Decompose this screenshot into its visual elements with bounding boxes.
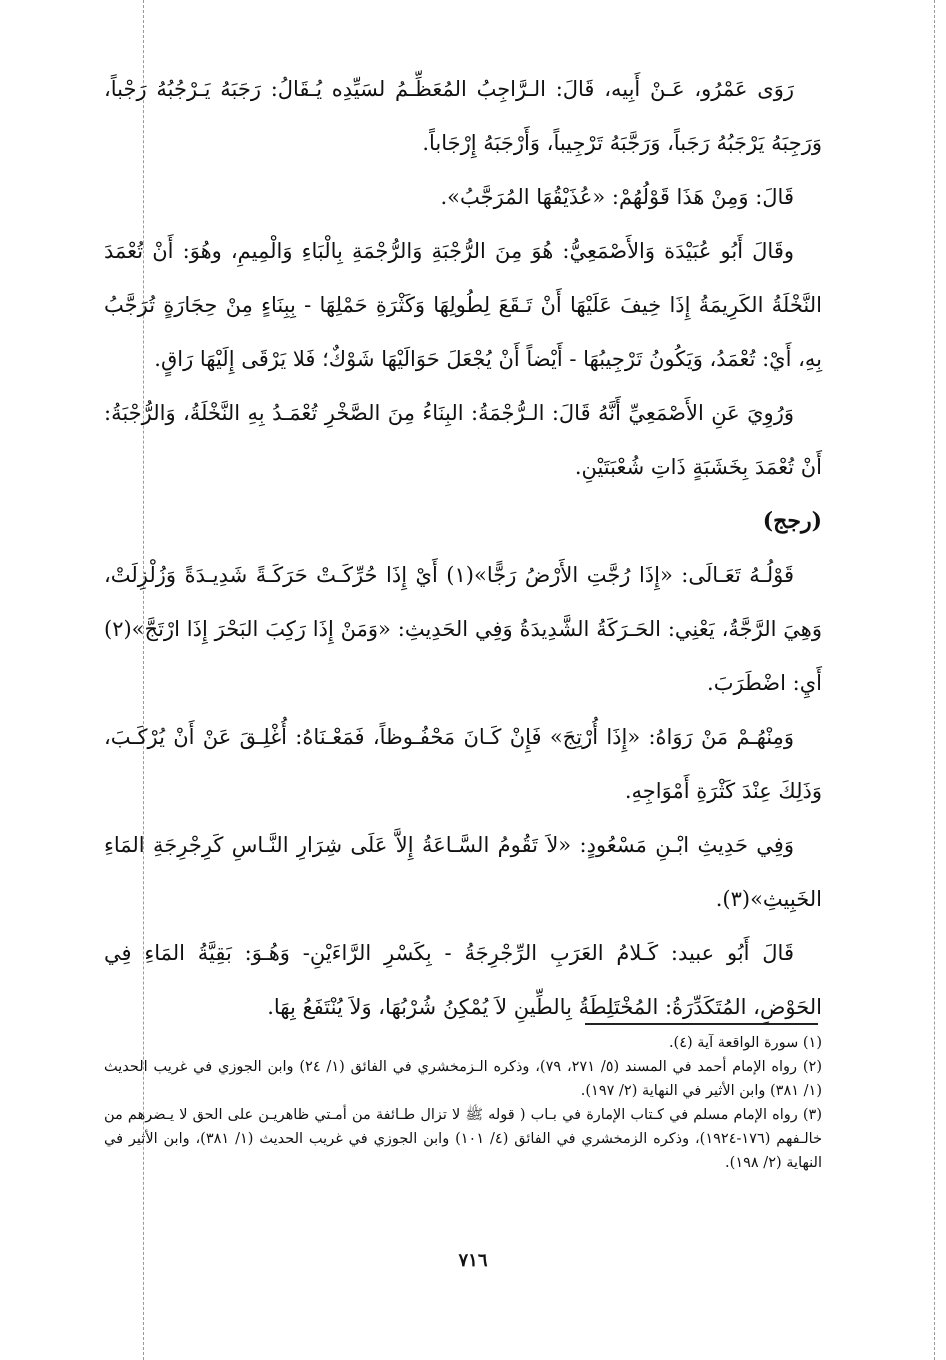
footnote-3: (٣) رواه الإمام مسلم في كـتاب الإمارة في بـاب ( قوله ﷺ لا تزال طـائفة من أمـتي ظاهريـن على الحق لا يـضرهم من خالـفهم (١٧٦-١٩٢٤)، وذكره الزمخشري في الفائق (٤/ ١٠١) وابن الجوزي في غريب الحديث (١/ ٣٨١)، وابن الأثير في النهاية (٢/ ١٩٨). [104,1107,823,1171]
scan-edge-line-right [934,0,935,1360]
footnote-divider [585,1023,818,1025]
paragraph-rajaba: رَوَى عَمْرُو، عَـنْ أَبِيه، قَالَ: الـرَّاجِبُ المُعَظِّـمُ لسَيِّدِه يُـقَالُ: رَجَبَهُ يَـرْجُبُهُ رَجْباً، وَرَجِبَهُ يَرْجَبُهُ رَجَباً، وَرَجَّبَهُ تَرْجِيباً، وَأَرْجَبَهُ إِرْجَاباً. [104,77,822,155]
footnotes [104,1031,822,1175]
paragraph-abu-ubaid: قَالَ أَبُو عبيد: كَـلامُ العَرَبِ الرِّجْرِجَةُ - بِكَسْرِ الرَّاءَيْنِ- وَهُـوَ: بَقِيَّةُ المَاءِ فِي الحَوْضِ، المُتَكَدِّرَةُ: المُخْتَلِطَةُ بِالطِّينِ لاَ يُمْكِنُ شُرْبُهَا، وَلاَ يُنْتَفَعُ بِهَا. [104,941,822,1019]
paragraph-quran-verse: قَوْلُـهُ تَعَـالَى: «إِذَا رُجَّتِ الأَرْضُ رَجًّا»(١) أَيْ إِذَا حُرِّكَـتْ حَرَكَـةً شَدِيـدَةً وَزُلْزِلَتْ، وَهِيَ الرَّجَّةُ، يَعْنِي: الحَـرَكَةُ الشَّدِيدَةُ وَفِي الحَدِيثِ: «وَمَنْ إِذَا رَكِبَ البَحْرَ إِذَا ارْتَجَّ»(٢) أَيِ: اضْطَرَبَ. [104,563,822,695]
footnote-1: (١) سورة الواقعة آية (٤). [668,1035,822,1051]
paragraph-asmai: وَرُوِيَ عَنِ الأَصْمَعِيِّ أَنَّهُ قَالَ: الـرُّجْمَةُ: البِنَاءُ مِنَ الصَّخْرِ تُعْمَـدُ بِهِ النَّخْلَةُ، وَالرُّجْبَةُ: أَنْ تُعْمَدَ بِخَشَبَةٍ ذَاتِ شُعْبَتَيْنِ. [104,401,822,479]
footnote-2: (٢) رواه الإمام أحمد في المسند (٥/ ٢٧١، ٧٩)، وذكره الـزمخشري في الفائق (١/ ٢٤) وابن الجوزي في غريب الحديث (١/ ٣٨١) وابن الأثير في النهاية (٢/ ١٩٧). [104,1059,822,1099]
paragraph-proverb: قَالَ: وَمِنْ هَذَا قَوْلُهُمْ: «عُذَيْقُهَا المُرَجَّبُ». [440,185,794,209]
page-number: ٧١٦ [458,1250,488,1271]
paragraph-ibn-masud: وَفِي حَدِيثِ ابْـنِ مَسْعُودٍ: «لاَ تَقُومُ السَّـاعَةُ إِلاَّ عَلَى شِرَارِ النَّـاسِ كَرِجْرِجَةِ المَاءِ الخَبِيثِ»(٣). [104,833,822,911]
main-text [104,62,822,1034]
paragraph-urtij: وَمِنْهُـمْ مَنْ رَوَاهُ: «إِذَا أُرْتِجَ» فَإِنْ كَـانَ مَحْفُـوظاً، فَمَعْـنَاهُ: أُغْلِـقَ عَنْ أَنْ يُرْكَـبَ، وَذَلِكَ عِنْدَ كَثْرَةِ أَمْوَاجِهِ. [104,725,822,803]
section-heading-rjj: (رجج) [762,508,822,534]
paragraph-abu-ubayda: وقَالَ أَبُو عُبَيْدَة وَالأَصْمَعِيُّ: هُوَ مِنَ الرُّجْبَةِ وَالرُّجْمَةِ بِالْبَاءِ وَالْمِيمِ، وهُوَ: أَنْ تُعْمَدَ النَّخْلَةُ الكَرِيمَةُ إِذَا خِيفَ عَلَيْهَا أَنْ تَـقَعَ لِطُولِهَا وَكَثْرَةِ حَمْلِهَا - بِبِنَاءٍ مِنْ حِجَارَةٍ تُرَجَّبُ بِهِ، أَيْ: تُعْمَدُ، وَيَكُونُ تَرْجِيبُهَا - أَيْضاً أَنْ يُجْعَلَ حَوَالَيْهَا شَوْكٌ؛ فَلا يَرْقَى إِلَيْهَا رَاقٍ. [104,239,822,371]
